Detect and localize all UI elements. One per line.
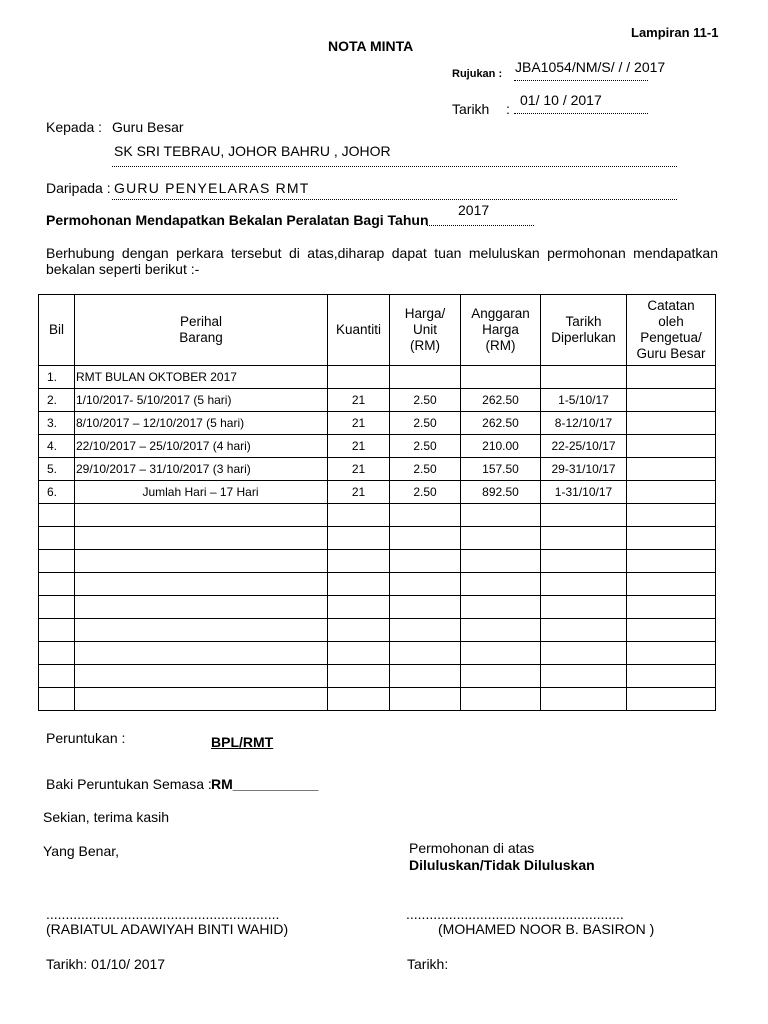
cell-item: 1/10/2017- 5/10/2017 (5 hari): [75, 389, 328, 412]
signature-line-left: ............................................................: [46, 906, 280, 922]
approval-label: Permohonan di atas: [409, 840, 535, 856]
cell-notes: [627, 619, 716, 642]
cell-quantity: 21: [328, 481, 390, 504]
date-colon: :: [506, 101, 510, 117]
cell-notes: [627, 481, 716, 504]
cell-item: [75, 504, 328, 527]
cell-item: [75, 573, 328, 596]
cell-quantity: 21: [328, 389, 390, 412]
cell-unit-price: [390, 527, 461, 550]
header-bil: Bil: [39, 295, 75, 366]
body-line-1: Berhubung dengan perkara tersebut di atas,diharap dapat tuan meluluskan permohonan mendapatkan: [46, 245, 718, 261]
signer-name-left: (RABIATUL ADAWIYAH BINTI WAHID): [46, 921, 289, 937]
cell-estimated-price: [461, 665, 541, 688]
cell-date-needed: 1-5/10/17: [541, 389, 627, 412]
subject-dotted-line: [427, 225, 534, 226]
cell-item: RMT BULAN OKTOBER 2017: [75, 366, 328, 389]
cell-item: 29/10/2017 – 31/10/2017 (3 hari): [75, 458, 328, 481]
cell-item: Jumlah Hari – 17 Hari: [75, 481, 328, 504]
cell-notes: [627, 550, 716, 573]
from-value: GURU PENYELARAS RMT: [114, 180, 310, 196]
table-header-row: [39, 295, 716, 366]
cell-notes: [627, 573, 716, 596]
cell-unit-price: [390, 504, 461, 527]
from-dotted-line: [112, 199, 677, 200]
cell-date-needed: 22-25/10/17: [541, 435, 627, 458]
table-row: [39, 435, 716, 458]
table-row: [39, 527, 716, 550]
table-row: [39, 481, 716, 504]
table-row: [39, 366, 716, 389]
cell-bil: 4.: [39, 435, 75, 458]
reference-label: Rujukan :: [452, 68, 503, 80]
cell-date-needed: [541, 504, 627, 527]
cell-quantity: 21: [328, 435, 390, 458]
cell-estimated-price: 210.00: [461, 435, 541, 458]
cell-item: 8/10/2017 – 12/10/2017 (5 hari): [75, 412, 328, 435]
cell-date-needed: [541, 688, 627, 711]
cell-notes: [627, 458, 716, 481]
cell-bil: [39, 619, 75, 642]
cell-notes: [627, 366, 716, 389]
table-row: [39, 504, 716, 527]
cell-notes: [627, 596, 716, 619]
address-dotted-line: [112, 166, 677, 167]
cell-bil: 2.: [39, 389, 75, 412]
cell-estimated-price: 262.50: [461, 412, 541, 435]
cell-estimated-price: 262.50: [461, 389, 541, 412]
cell-item: [75, 550, 328, 573]
cell-bil: 3.: [39, 412, 75, 435]
signature-line-right: ........................................................: [406, 906, 624, 922]
to-label: Kepada :: [46, 119, 103, 135]
cell-bil: 6.: [39, 481, 75, 504]
cell-unit-price: [390, 573, 461, 596]
cell-date-needed: [541, 366, 627, 389]
cell-unit-price: 2.50: [390, 412, 461, 435]
cell-item: [75, 527, 328, 550]
subject-year: 2017: [458, 202, 490, 218]
cell-quantity: [328, 642, 390, 665]
cell-date-needed: 29-31/10/17: [541, 458, 627, 481]
cell-unit-price: [390, 688, 461, 711]
from-label: Daripada :: [46, 180, 111, 196]
cell-date-needed: 8-12/10/17: [541, 412, 627, 435]
cell-date-needed: 1-31/10/17: [541, 481, 627, 504]
allocation-value: BPL/RMT: [211, 734, 274, 750]
cell-quantity: [328, 573, 390, 596]
header-item: Perihal Barang: [75, 295, 328, 366]
cell-quantity: [328, 366, 390, 389]
cell-estimated-price: [461, 642, 541, 665]
header-notes: Catatan oleh Pengetua/ Guru Besar: [627, 295, 716, 366]
cell-item: [75, 596, 328, 619]
cell-item: [75, 688, 328, 711]
table-row: [39, 458, 716, 481]
cell-notes: [627, 688, 716, 711]
cell-quantity: 21: [328, 458, 390, 481]
cell-notes: [627, 389, 716, 412]
cell-unit-price: [390, 366, 461, 389]
cell-estimated-price: 157.50: [461, 458, 541, 481]
signer-name-right: (MOHAMED NOOR B. BASIRON ): [438, 921, 655, 937]
table-row: [39, 596, 716, 619]
subject-text: Permohonan Mendapatkan Bekalan Peralatan Bagi Tahun: [46, 212, 429, 228]
cell-date-needed: [541, 665, 627, 688]
date-label: Tarikh: [452, 101, 490, 117]
reference-dotted-line: [514, 80, 648, 81]
to-value: Guru Besar: [112, 119, 184, 135]
cell-notes: [627, 665, 716, 688]
cell-quantity: [328, 550, 390, 573]
reference-value: JBA1054/NM/S/ / / 2017: [515, 59, 666, 75]
cell-quantity: [328, 665, 390, 688]
header-quantity: Kuantiti: [328, 295, 390, 366]
cell-quantity: [328, 504, 390, 527]
cell-unit-price: [390, 550, 461, 573]
cell-unit-price: 2.50: [390, 435, 461, 458]
cell-estimated-price: [461, 596, 541, 619]
cell-unit-price: 2.50: [390, 389, 461, 412]
closing-thanks: Sekian, terima kasih: [43, 809, 170, 825]
table-row: [39, 619, 716, 642]
cell-estimated-price: [461, 366, 541, 389]
cell-date-needed: [541, 642, 627, 665]
header-unit-price: Harga/ Unit (RM): [390, 295, 461, 366]
appendix-label: Lampiran 11-1: [631, 25, 719, 40]
cell-bil: [39, 688, 75, 711]
cell-bil: [39, 596, 75, 619]
cell-estimated-price: [461, 619, 541, 642]
cell-estimated-price: [461, 688, 541, 711]
cell-unit-price: 2.50: [390, 481, 461, 504]
cell-bil: [39, 665, 75, 688]
cell-date-needed: [541, 527, 627, 550]
cell-unit-price: [390, 619, 461, 642]
balance-value: RM___________: [211, 776, 319, 792]
cell-estimated-price: [461, 527, 541, 550]
table-row: [39, 573, 716, 596]
closing-regards: Yang Benar,: [43, 843, 120, 859]
cell-unit-price: 2.50: [390, 458, 461, 481]
cell-notes: [627, 527, 716, 550]
cell-bil: 5.: [39, 458, 75, 481]
cell-quantity: [328, 688, 390, 711]
cell-bil: [39, 550, 75, 573]
date-dotted-line: [514, 113, 648, 114]
table-row: [39, 688, 716, 711]
cell-date-needed: [541, 550, 627, 573]
cell-date-needed: [541, 619, 627, 642]
date-value: 01/ 10 / 2017: [520, 92, 602, 108]
table-row: [39, 642, 716, 665]
table-body: [39, 366, 716, 711]
cell-unit-price: [390, 642, 461, 665]
cell-bil: 1.: [39, 366, 75, 389]
cell-notes: [627, 642, 716, 665]
table-row: [39, 665, 716, 688]
allocation-label: Peruntukan :: [46, 730, 126, 746]
table-row: [39, 389, 716, 412]
header-estimated-price: Anggaran Harga (RM): [461, 295, 541, 366]
recipient-address: SK SRI TEBRAU, JOHOR BAHRU , JOHOR: [114, 143, 391, 159]
sign-date-left: Tarikh: 01/10/ 2017: [46, 956, 166, 972]
cell-bil: [39, 642, 75, 665]
approval-options: Diluluskan/Tidak Diluluskan: [409, 857, 595, 873]
cell-estimated-price: [461, 550, 541, 573]
request-table: [38, 294, 716, 711]
cell-notes: [627, 504, 716, 527]
table-row: [39, 550, 716, 573]
cell-notes: [627, 412, 716, 435]
cell-item: [75, 619, 328, 642]
sign-date-right: Tarikh:: [407, 956, 449, 972]
cell-bil: [39, 527, 75, 550]
cell-estimated-price: 892.50: [461, 481, 541, 504]
cell-unit-price: [390, 665, 461, 688]
cell-item: [75, 665, 328, 688]
cell-quantity: 21: [328, 412, 390, 435]
cell-estimated-price: [461, 573, 541, 596]
table-row: [39, 412, 716, 435]
cell-quantity: [328, 619, 390, 642]
cell-date-needed: [541, 596, 627, 619]
cell-quantity: [328, 527, 390, 550]
cell-date-needed: [541, 573, 627, 596]
cell-item: 22/10/2017 – 25/10/2017 (4 hari): [75, 435, 328, 458]
cell-item: [75, 642, 328, 665]
body-line-2: bekalan seperti berikut :-: [46, 261, 200, 277]
cell-bil: [39, 573, 75, 596]
cell-notes: [627, 435, 716, 458]
cell-bil: [39, 504, 75, 527]
cell-quantity: [328, 596, 390, 619]
document-title: NOTA MINTA: [328, 38, 414, 54]
header-date-needed: Tarikh Diperlukan: [541, 295, 627, 366]
cell-unit-price: [390, 596, 461, 619]
balance-label: Baki Peruntukan Semasa :: [46, 776, 212, 792]
cell-estimated-price: [461, 504, 541, 527]
